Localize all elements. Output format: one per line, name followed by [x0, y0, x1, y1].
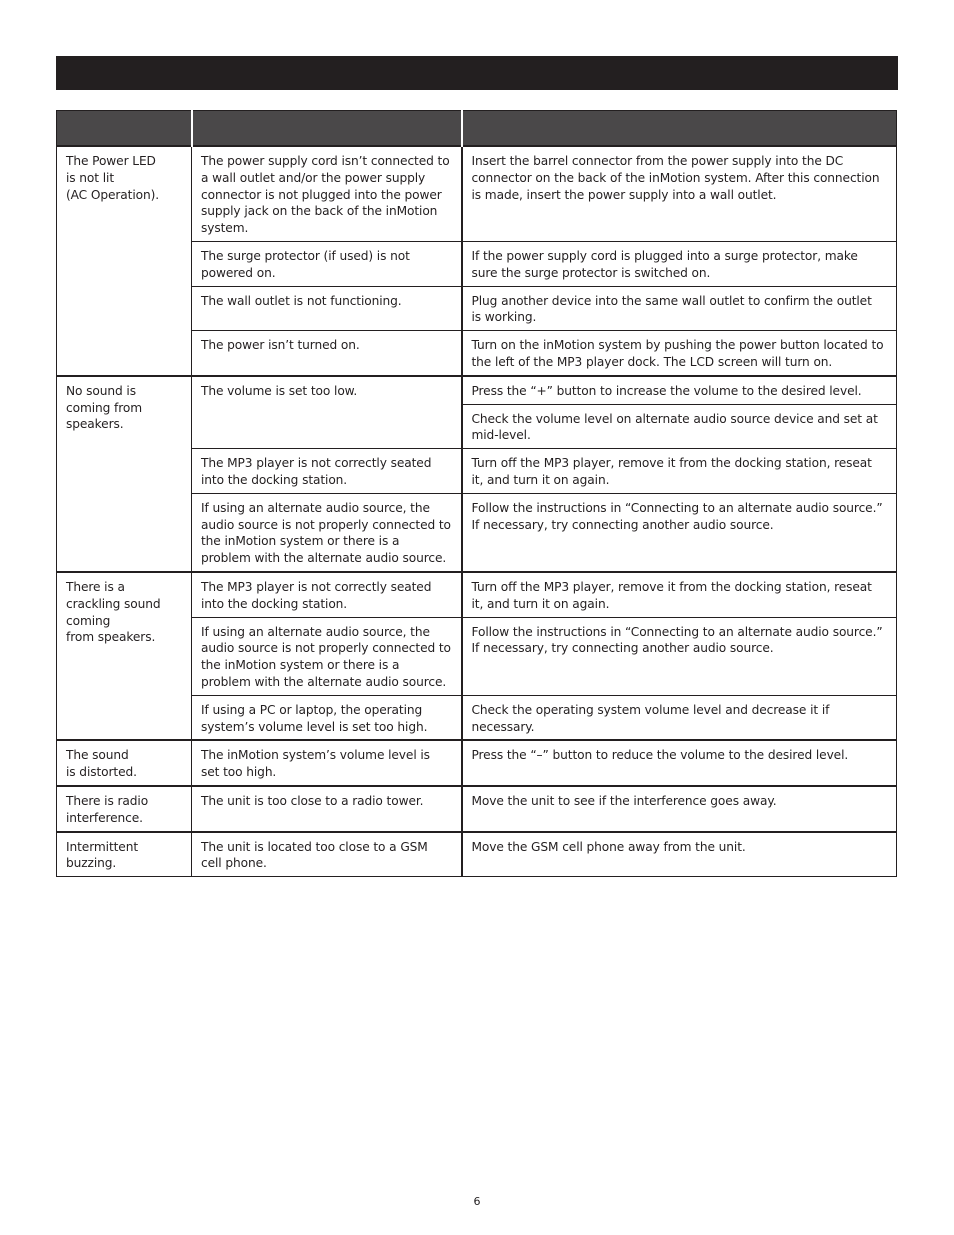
cause-text: The inMotion system’s volume level is set too high.: [201, 748, 430, 780]
cause-cell: [192, 786, 462, 832]
solution-text: Follow the instructions in “Connecting to an alternate audio source.” If necessary, try connecting another audio source.: [471, 624, 883, 656]
solution-text: Check the volume level on alternate audio source device and set at mid-level.: [471, 411, 878, 443]
cause-cell: [192, 695, 462, 740]
cause-text: The power supply cord isn’t connected to a wall outlet and/or the power supply connector is not plugged into the power supply jack on the back of the inMotion system.: [201, 154, 450, 236]
solution-text: Move the GSM cell phone away from the unit.: [471, 839, 746, 854]
cause-text: The unit is located too close to a GSM cell phone.: [201, 839, 428, 871]
solution-text: Follow the instructions in “Connecting to an alternate audio source.” If necessary, try connecting another audio source.: [471, 500, 883, 532]
page-title-bar: [56, 56, 898, 90]
solution-text: Press the “–” button to reduce the volume to the desired level.: [471, 748, 849, 763]
page-number: 6: [473, 1195, 481, 1208]
cause-text: If using an alternate audio source, the audio source is not properly connected to the inMotion system or there is a problem with the alternate audio source.: [201, 500, 451, 566]
solution-text: Move the unit to see if the interference goes away.: [471, 793, 777, 808]
cause-text: The volume is set too low.: [201, 383, 358, 398]
problem-text: There is radio interference.: [66, 793, 149, 825]
problem-text: Intermittent buzzing.: [66, 839, 139, 871]
table-row: [57, 146, 897, 241]
table-row: [57, 832, 897, 877]
column-header-cause: [192, 111, 462, 147]
solution-cell: [462, 832, 897, 877]
solution-cell: [462, 740, 897, 786]
solution-text: Check the operating system volume level and decrease it if necessary.: [471, 702, 830, 734]
problem-cell: [57, 740, 192, 786]
problem-cell: [57, 572, 192, 740]
solution-cell: [462, 449, 897, 494]
cause-text: The power isn’t turned on.: [201, 338, 360, 353]
cause-cell: [192, 331, 462, 376]
cause-text: The unit is too close to a radio tower.: [201, 793, 424, 808]
problem-cell: [57, 146, 192, 376]
cause-text: The MP3 player is not correctly seated into the docking station.: [201, 579, 432, 611]
cause-cell: [192, 376, 462, 449]
table-row: [57, 572, 897, 617]
solution-cell: [462, 286, 897, 331]
solution-cell: [462, 695, 897, 740]
cause-text: The MP3 player is not correctly seated into the docking station.: [201, 456, 432, 487]
solution-cell: [462, 493, 897, 572]
solution-text: Turn on the inMotion system by pushing the power button located to the left of the MP3 player dock. The LCD screen will turn on.: [471, 338, 884, 369]
solution-cell: [462, 786, 897, 832]
solution-text: Turn off the MP3 player, remove it from the docking station, reseat it, and turn it on again.: [471, 579, 872, 611]
cause-text: The surge protector (if used) is not powered on.: [201, 248, 410, 280]
cause-text: If using a PC or laptop, the operating system’s volume level is set too high.: [201, 702, 428, 734]
table-row: [57, 376, 897, 404]
solution-text: Turn off the MP3 player, remove it from the docking station, reseat it, and turn it on again.: [471, 456, 872, 487]
solution-cell: [462, 376, 897, 404]
problem-cell: [57, 376, 192, 572]
problem-text: There is a crackling sound coming from speakers.: [66, 579, 161, 645]
table-row: [57, 786, 897, 832]
column-header-solution: [462, 111, 897, 147]
solution-cell: [462, 241, 897, 286]
problem-cell: [57, 832, 192, 877]
solution-text: Insert the barrel connector from the power supply into the DC connector on the back of the inMotion system. After this connection is made, insert the power supply into a wall outlet.: [471, 154, 880, 202]
solution-cell: [462, 331, 897, 376]
solution-cell: [462, 617, 897, 695]
cause-cell: [192, 449, 462, 494]
solution-text: Press the “+” button to increase the volume to the desired level.: [471, 383, 862, 398]
table-header-row: [57, 111, 897, 147]
cause-cell: [192, 286, 462, 331]
cause-text: If using an alternate audio source, the audio source is not properly connected to the inMotion system or there is a problem with the alternate audio source.: [201, 624, 451, 689]
cause-cell: [192, 493, 462, 572]
cause-cell: [192, 740, 462, 786]
table-row: [57, 740, 897, 786]
solution-cell: [462, 404, 897, 449]
cause-cell: [192, 617, 462, 695]
solution-cell: [462, 146, 897, 241]
problem-text: No sound is coming from speakers.: [66, 383, 143, 432]
cause-text: The wall outlet is not functioning.: [201, 293, 402, 308]
solution-text: If the power supply cord is plugged into a surge protector, make sure the surge protector is switched on.: [471, 248, 858, 280]
cause-cell: [192, 572, 462, 617]
solution-text: Plug another device into the same wall outlet to confirm the outlet is working.: [471, 293, 872, 325]
cause-cell: [192, 241, 462, 286]
solution-cell: [462, 572, 897, 617]
problem-text: The sound is distorted.: [66, 748, 137, 780]
column-header-problem: [57, 111, 192, 147]
problem-cell: [57, 786, 192, 832]
problem-text: The Power LED is not lit (AC Operation).: [66, 154, 160, 202]
troubleshooting-table: [56, 110, 897, 877]
cause-cell: [192, 146, 462, 241]
cause-cell: [192, 832, 462, 877]
